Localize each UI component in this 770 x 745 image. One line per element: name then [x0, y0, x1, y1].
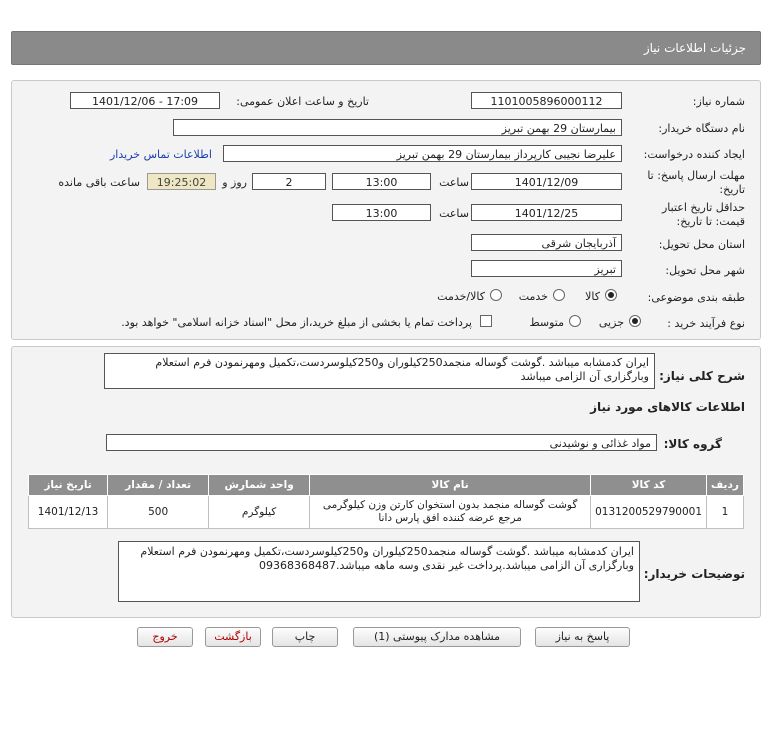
- reply-deadline-time-field: 13:00: [332, 173, 431, 190]
- page-title: جزئیات اطلاعات نیاز: [643, 41, 746, 55]
- goods-info-title: اطلاعات کالاهای مورد نیاز: [590, 400, 745, 414]
- goods-group-field: مواد غذائی و نوشیدنی: [106, 434, 657, 451]
- delivery-province-label: استان محل تحویل:: [658, 238, 745, 251]
- process-radio-medium[interactable]: [569, 315, 581, 327]
- need-number-field: 1101005896000112: [471, 92, 622, 109]
- view-attachments-button[interactable]: مشاهده مدارک پیوستی (1): [353, 627, 521, 647]
- treasury-payment-note: پرداخت تمام یا بخشی از مبلغ خرید،از محل "اسناد خزانه اسلامی" خواهد بود.: [121, 316, 472, 329]
- cell-unit: کیلوگرم: [209, 496, 310, 529]
- table-row: [29, 496, 744, 529]
- col-unit: واحد شمارش: [209, 475, 310, 496]
- page-header: [11, 31, 761, 65]
- process-radio-partial[interactable]: [629, 315, 641, 327]
- delivery-city-field: تبریز: [471, 260, 622, 277]
- days-label: روز و: [222, 176, 247, 189]
- requester-label: ایجاد کننده درخواست:: [643, 148, 745, 161]
- reply-deadline-label-2: تاریخ:: [719, 183, 745, 196]
- cell-need-date: 1401/12/13: [29, 496, 108, 529]
- category-option-goods-service: کالا/خدمت: [437, 290, 485, 303]
- need-number-label: شماره نیاز:: [692, 95, 745, 108]
- reply-deadline-date-field: 1401/12/09: [471, 173, 622, 190]
- announce-datetime-label: تاریخ و ساعت اعلان عمومی:: [236, 95, 369, 108]
- back-button[interactable]: بازگشت: [205, 627, 261, 647]
- purchase-process-label: نوع فرآیند خرید :: [667, 317, 745, 330]
- col-need-date: تاریخ نیاز: [29, 475, 108, 496]
- col-row: ردیف: [707, 475, 744, 496]
- buyer-notes-label: توضیحات خریدار:: [643, 567, 745, 581]
- cell-code: 0131200529790001: [591, 496, 707, 529]
- buyer-org-label: نام دستگاه خریدار:: [658, 122, 745, 135]
- need-summary-field: ایران کدمشابه میباشد .گوشت گوساله منجمد250کیلوران و250کیلوسردست،تکمیل ومهرنمودن فرم استعلام وبارگزاری آن الزامی میباشد: [104, 353, 655, 389]
- price-validity-time-label: ساعت: [439, 207, 469, 220]
- price-validity-label-2: قیمت: تا تاریخ:: [676, 215, 745, 228]
- cell-name: گوشت گوساله منجمد بدون استخوان کارتن وزن کیلوگرمی مرجع عرضه کننده افق پارس دانا: [310, 496, 591, 529]
- time-remaining-field: 19:25:02: [147, 173, 216, 190]
- reply-deadline-label-1: مهلت ارسال پاسخ: تا: [647, 169, 745, 182]
- goods-group-label: گروه کالا:: [663, 437, 722, 451]
- process-option-partial: جزیی: [598, 316, 624, 329]
- delivery-city-label: شهر محل تحویل:: [665, 264, 745, 277]
- exit-button[interactable]: خروج: [137, 627, 193, 647]
- buyer-contact-link[interactable]: اطلاعات تماس خریدار: [110, 148, 212, 161]
- need-summary-label: شرح کلی نیاز:: [659, 369, 745, 383]
- price-validity-label-1: حداقل تاریخ اعتبار: [661, 201, 745, 214]
- print-button[interactable]: چاپ: [272, 627, 338, 647]
- process-option-medium: متوسط: [529, 316, 564, 329]
- days-remaining-field: 2: [252, 173, 326, 190]
- price-validity-date-field: 1401/12/25: [471, 204, 622, 221]
- reply-to-need-button[interactable]: پاسخ به نیاز: [535, 627, 630, 647]
- category-radio-goods[interactable]: [605, 289, 617, 301]
- requester-field: علیرضا نجیبی کارپرداز بیمارستان 29 بهمن تبریز: [223, 145, 622, 162]
- delivery-province-field: آذربایجان شرقی: [471, 234, 622, 251]
- announce-datetime-field: 1401/12/06 - 17:09: [70, 92, 220, 109]
- col-quantity: تعداد / مقدار: [108, 475, 209, 496]
- category-radio-service[interactable]: [553, 289, 565, 301]
- cell-quantity: 500: [108, 496, 209, 529]
- time-remaining-label: ساعت باقی مانده: [58, 176, 140, 189]
- reply-deadline-time-label: ساعت: [439, 176, 469, 189]
- cell-row: 1: [707, 496, 744, 529]
- price-validity-time-field: 13:00: [332, 204, 431, 221]
- category-label: طبقه بندی موضوعی:: [647, 291, 745, 304]
- category-radio-goods-service[interactable]: [490, 289, 502, 301]
- category-option-goods: کالا: [585, 290, 600, 303]
- col-code: کد کالا: [591, 475, 707, 496]
- col-name: نام کالا: [310, 475, 591, 496]
- treasury-payment-checkbox[interactable]: [480, 315, 492, 327]
- goods-table: [28, 474, 744, 529]
- buyer-notes-field: ایران کدمشابه میباشد .گوشت گوساله منجمد250کیلوران و250کیلوسردست،تکمیل ومهرنمودن فرم استعلام وبارگزاری آن الزامی میباشد.پرداخت غیر نقدی وسه ماهه میباشد.09368368487: [118, 541, 640, 602]
- buyer-org-field: بیمارستان 29 بهمن تبریز: [173, 119, 622, 136]
- category-option-service: خدمت: [518, 290, 548, 303]
